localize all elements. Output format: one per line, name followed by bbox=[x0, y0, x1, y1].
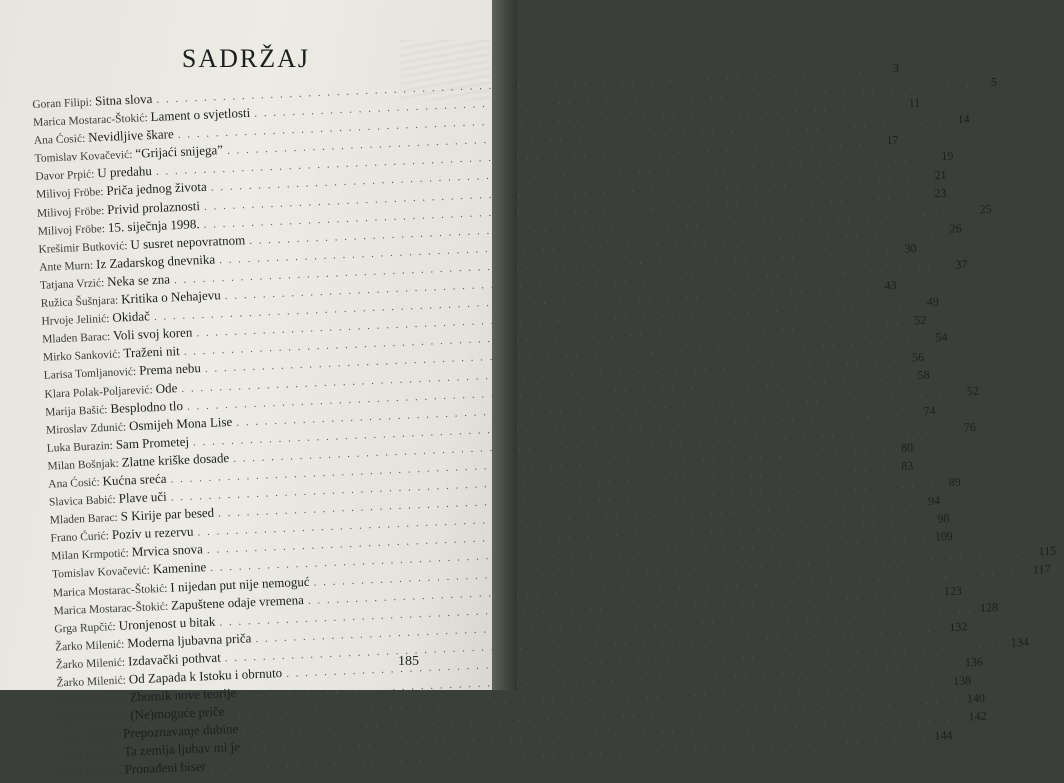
toc-entry-title: Prepoznavanje dubine bbox=[122, 721, 239, 742]
toc-entry-author: Milivoj Fröbe: bbox=[37, 222, 106, 238]
toc-entry-author: Grga Rupčić: bbox=[60, 765, 123, 780]
toc-entry-page: 142 bbox=[968, 708, 987, 724]
toc-entry-page: 117 bbox=[1032, 561, 1051, 577]
toc-entry-author: Grga Rupčić: bbox=[59, 747, 122, 762]
toc-entry-page: 11 bbox=[908, 96, 921, 111]
toc-entry-title: Mrvica snova bbox=[131, 541, 204, 560]
toc-entry-title: Zbornik nove teorije bbox=[129, 685, 237, 705]
toc-entry-title: Plave uči bbox=[118, 488, 167, 506]
toc-entry-page: 109 bbox=[934, 529, 954, 545]
toc-entry-title: Besplodno tlo bbox=[110, 397, 184, 416]
toc-entry-author: Luka Burazin: bbox=[46, 439, 114, 455]
page-number: 185 bbox=[398, 654, 419, 669]
toc-entry-title: Izdavački pothvat bbox=[127, 649, 222, 669]
toc-entry-page: 14 bbox=[957, 112, 970, 127]
toc-entry-title: Iz Zadarskog dnevnika bbox=[95, 251, 216, 272]
toc-entry-page: 54 bbox=[935, 330, 948, 345]
toc-entry-author: Žarko Milenić: bbox=[55, 656, 126, 672]
toc-entry-page: 132 bbox=[949, 619, 968, 634]
toc-entry-author: Ružica Šušnjara: bbox=[40, 294, 119, 310]
toc-entry-page: 123 bbox=[943, 583, 963, 598]
toc-entry-title: Priča jednog života bbox=[106, 179, 208, 199]
toc-entry-author: Grga Rupčić: bbox=[54, 620, 116, 636]
toc-entry-author: Ante Murn: bbox=[38, 259, 94, 274]
table-of-contents bbox=[32, 60, 1057, 783]
toc-entry-author: Milan Krmpotić: bbox=[51, 547, 130, 563]
toc-entry-author: Mirko Sanković: bbox=[42, 348, 121, 365]
toc-entry-title: Sitna slova bbox=[94, 90, 153, 109]
toc-entry-author: Goran Filipi: bbox=[32, 96, 93, 111]
toc-entry-title: Osmijeh Mona Lise bbox=[128, 413, 233, 433]
toc-entry-title: “Grijaći snijega” bbox=[135, 142, 224, 161]
toc-entry-page: 134 bbox=[1010, 634, 1030, 650]
toc-entry-page: 56 bbox=[911, 349, 925, 364]
toc-entry-page: 19 bbox=[941, 148, 954, 164]
toc-entry-author: Frano Ćurić: bbox=[50, 530, 110, 545]
toc-entry-page: 140 bbox=[966, 690, 986, 706]
toc-entry-page: 89 bbox=[948, 474, 962, 490]
toc-entry-title: Privid prolaznosti bbox=[106, 197, 201, 217]
toc-entry-title: U susret nepovratnom bbox=[130, 231, 246, 252]
toc-entry-author: Hrvoje Jelinić: bbox=[41, 313, 110, 328]
toc-entry-author: Marica Mostarac-Štokić: bbox=[52, 582, 168, 600]
toc-entry-title: Zlatne kriške dosade bbox=[121, 449, 230, 470]
toc-entry-title: (Ne)moguće priče bbox=[130, 703, 225, 723]
toc-entry-author: Milivoj Fröbe: bbox=[36, 204, 105, 220]
toc-entry-title: Od Zapada k Istoku i obrnuto bbox=[128, 665, 283, 687]
toc-entry-title: Zapuštene odaje vremena bbox=[170, 591, 305, 613]
toc-entry-page: 49 bbox=[926, 294, 940, 309]
toc-entry-page: 115 bbox=[1038, 543, 1057, 558]
toc-entry-page: 144 bbox=[934, 728, 953, 744]
toc-entry-page: 74 bbox=[923, 403, 936, 418]
toc-entry-page: 26 bbox=[949, 221, 962, 236]
toc-entry-title: 15. siječnja 1998. bbox=[107, 215, 200, 235]
toc-entry-author: Larisa Tomljanović: bbox=[43, 366, 137, 383]
toc-entry-title: I nijedan put nije nemoguć bbox=[169, 573, 310, 595]
toc-entry-title: Okidač bbox=[112, 308, 151, 325]
toc-entry-page: 58 bbox=[917, 367, 930, 382]
toc-entry-author: Mladen Barac: bbox=[41, 331, 111, 346]
toc-entry-page: 52 bbox=[913, 313, 927, 328]
toc-entry-author: Mladen Barac: bbox=[49, 511, 119, 527]
page-title: SADRŽAJ bbox=[181, 44, 311, 73]
toc-entry-author: Marija Bašić: bbox=[45, 403, 108, 419]
toc-entry-author: Klara Polak-Poljarević: bbox=[44, 383, 153, 401]
toc-entry-title: Uronjenost u bitak bbox=[118, 613, 216, 633]
toc-entry-title: Pronađeni biser bbox=[124, 758, 207, 778]
toc-entry-title: Nevidljive škare bbox=[87, 126, 175, 145]
toc-entry-author: Marica Mostarac-Štokić: bbox=[53, 600, 169, 618]
toc-entry-page: 21 bbox=[934, 167, 947, 182]
toc-entry-title: Lament o svjetlosti bbox=[150, 104, 251, 125]
toc-entry-page: 30 bbox=[904, 241, 917, 256]
toc-entry-author: Tomislav Kovačević: bbox=[34, 149, 133, 166]
toc-entry-page: 43 bbox=[884, 278, 897, 293]
toc-entry-page: 17 bbox=[886, 133, 899, 148]
toc-entry-title: Traženi nit bbox=[123, 343, 180, 361]
toc-entry-page: 128 bbox=[979, 599, 999, 615]
toc-entry-title: Kućna sreća bbox=[102, 470, 167, 489]
toc-entry-author: Žarko Milenić: bbox=[57, 692, 127, 708]
toc-entry-title: Kritika o Nehajevu bbox=[120, 287, 222, 307]
toc-entry-author: Tomislav Kovačević: bbox=[51, 564, 151, 582]
toc-entry-author: Marica Mostarac-Štokić: bbox=[32, 112, 148, 130]
toc-entry-title: Ta zemlja ljubav mi je bbox=[123, 739, 241, 760]
toc-entry-title: Prema nebu bbox=[138, 360, 202, 379]
toc-entry-title: U predahu bbox=[97, 163, 153, 181]
toc-entry-author: Milivoj Fröbe: bbox=[35, 186, 104, 202]
toc-entry-page: 52 bbox=[966, 383, 980, 398]
toc-entry-author: Krešimir Butković: bbox=[38, 239, 128, 256]
toc-entry-page: 136 bbox=[964, 654, 984, 670]
toc-entry-page: 37 bbox=[955, 257, 968, 272]
toc-entry-title: S Kirije par besed bbox=[120, 504, 215, 524]
toc-entry-author: Ana Ćosić: bbox=[33, 132, 86, 148]
toc-entry-author: Žarko Milenić: bbox=[54, 638, 125, 654]
toc-entry-author: Ana Ćosić: bbox=[48, 476, 100, 491]
toc-entry-author: Miroslav Zdunić: bbox=[45, 421, 127, 437]
toc-entry-page: 83 bbox=[900, 458, 914, 473]
toc-entry-page: 25 bbox=[979, 201, 993, 217]
toc-entry-author: Slavica Babić: bbox=[48, 493, 116, 509]
toc-entry-author: Žarko Milenić: bbox=[57, 710, 128, 726]
toc-entry-author: Tatjana Vrzić: bbox=[39, 277, 105, 292]
toc-entry-author: Davor Prpić: bbox=[35, 168, 95, 184]
toc-entry-page: 80 bbox=[900, 440, 914, 455]
toc-entry-page: 138 bbox=[952, 673, 972, 689]
toc-entry-author: Grga Rupčić: bbox=[58, 729, 121, 744]
toc-entry-author: Milan Bošnjak: bbox=[47, 457, 119, 473]
toc-entry-title: Kamenine bbox=[152, 559, 207, 577]
toc-entry-title: Neka se zna bbox=[106, 271, 171, 289]
toc-entry-title: Voli svoj koren bbox=[112, 324, 193, 344]
toc-entry-page: 98 bbox=[937, 511, 950, 526]
toc-entry-title: Poziv u rezervu bbox=[111, 523, 194, 543]
toc-entry-page: 76 bbox=[963, 419, 977, 435]
toc-entry-page: 3 bbox=[892, 60, 900, 75]
toc-entry-title: Ode bbox=[155, 379, 178, 396]
book-spine bbox=[492, 0, 517, 690]
toc-entry-title: Moderna ljubavna priča bbox=[126, 630, 252, 651]
toc-entry-author: Žarko Milenić: bbox=[56, 674, 127, 690]
toc-entry-page: 23 bbox=[933, 185, 947, 200]
toc-entry-title: Sam Prometej bbox=[115, 433, 190, 452]
toc-entry-page: 5 bbox=[990, 74, 998, 89]
toc-entry-page: 94 bbox=[927, 493, 941, 509]
